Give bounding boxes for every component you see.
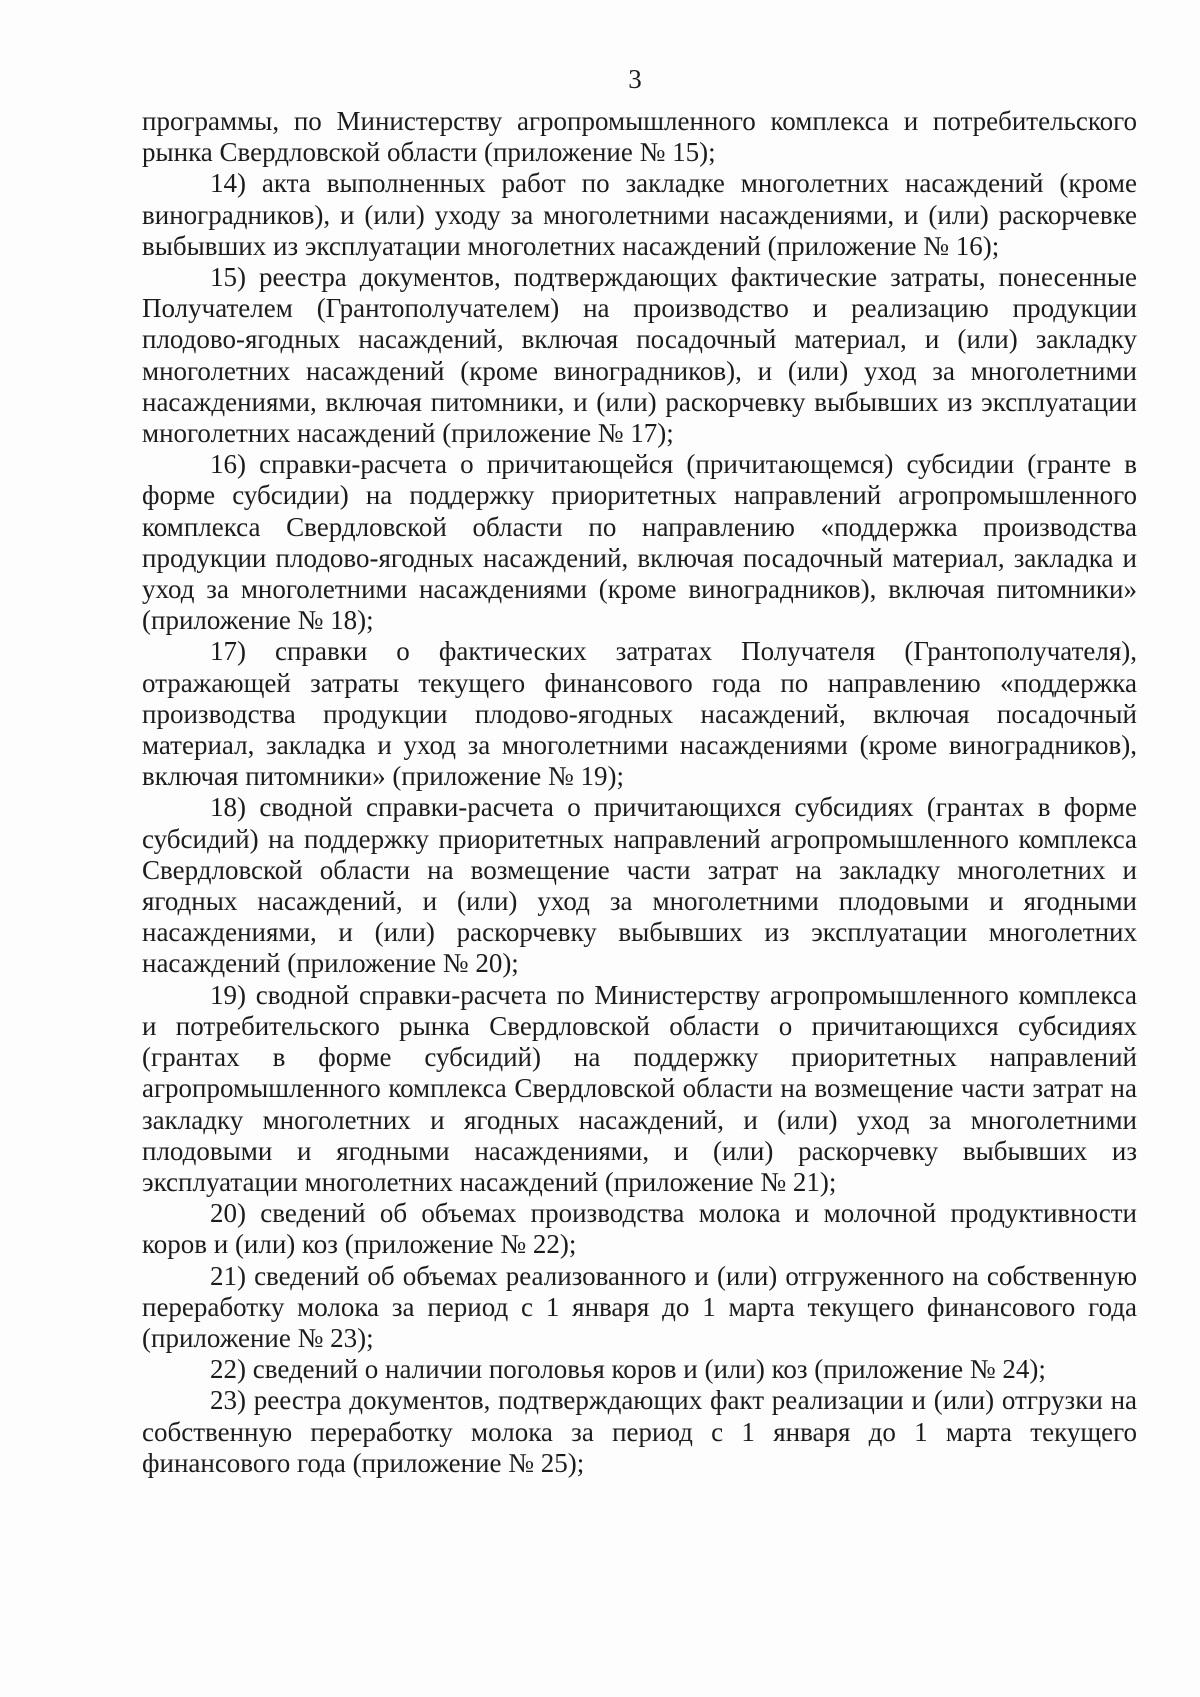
paragraph-item-16: 16) справки-расчета о причитающейся (причитающемся) субсидии (гранте в форме субсидии) на поддержку приоритетных направлений агропромышленного комплекса Свердловской области по направлению «поддержка производства продукции плодово-ягодных насаждений, включая посадочный материал, закладка и уход за многолетними насаждениями (кроме виноградников), включая питомники» (приложение № 18); bbox=[142, 449, 1137, 636]
document-body bbox=[142, 106, 1137, 1479]
paragraph-item-21: 21) сведений об объемах реализованного и (или) отгруженного на собственную переработку молока за период с 1 января до 1 марта текущего финансового года (приложение № 23); bbox=[142, 1260, 1137, 1353]
paragraph-item-20: 20) сведений об объемах производства молока и молочной продуктивности коров и (или) коз (приложение № 22); bbox=[142, 1198, 1137, 1260]
paragraph-item-19: 19) сводной справки-расчета по Министерству агропромышленного комплекса и потребительского рынка Свердловской области о причитающихся субсидиях (грантах в форме субсидий) на поддержку приоритетных направлений агропромышленного комплекса Свердловской области на возмещение части затрат на закладку многолетних и ягодных насаждений, и (или) уход за многолетними плодовыми и ягодными насаждениями, и (или) раскорчевку выбывших из эксплуатации многолетних насаждений (приложение № 21); bbox=[142, 979, 1137, 1197]
paragraph-item-17: 17) справки о фактических затратах Получателя (Грантополучателя), отражающей затраты текущего финансового года по направлению «поддержка производства продукции плодово-ягодных насаждений, включая посадочный материал, закладка и уход за многолетними насаждениями (кроме виноградников), включая питомники» (приложение № 19); bbox=[142, 636, 1137, 792]
paragraph-item-22: 22) сведений о наличии поголовья коров и (или) коз (приложение № 24); bbox=[210, 1354, 1046, 1385]
paragraph-continuation: программы, по Министерству агропромышленного комплекса и потребительского рынка Свердловской области (приложение № 15); bbox=[142, 106, 1137, 168]
paragraph-item-15: 15) реестра документов, подтверждающих фактические затраты, понесенные Получателем (Грантополучателем) на производство и реализацию продукции плодово-ягодных насаждений, включая посадочный материал, и (или) закладку многолетних насаждений (кроме виноградников), и (или) уход за многолетними насаждениями, включая питомники, и (или) раскорчевку выбывших из эксплуатации многолетних насаждений (приложение № 17); bbox=[142, 262, 1137, 449]
paragraph-item-14: 14) акта выполненных работ по закладке многолетних насаждений (кроме виноградников), и (или) уходу за многолетними насаждениями, и (или) раскорчевке выбывших из эксплуатации многолетних насаждений (приложение № 16); bbox=[142, 168, 1137, 261]
paragraph-item-23: 23) реестра документов, подтверждающих факт реализации и (или) отгрузки на собственную переработку молока за период с 1 января до 1 марта текущего финансового года (приложение № 25); bbox=[142, 1385, 1137, 1478]
page-number: 3 bbox=[628, 64, 642, 94]
paragraph-item-18: 18) сводной справки-расчета о причитающихся субсидиях (грантах в форме субсидий) на поддержку приоритетных направлений агропромышленного комплекса Свердловской области на возмещение части затрат на закладку многолетних и ягодных насаждений, и (или) уход за многолетними плодовыми и ягодными насаждениями, и (или) раскорчевку выбывших из эксплуатации многолетних насаждений (приложение № 20); bbox=[142, 792, 1137, 979]
